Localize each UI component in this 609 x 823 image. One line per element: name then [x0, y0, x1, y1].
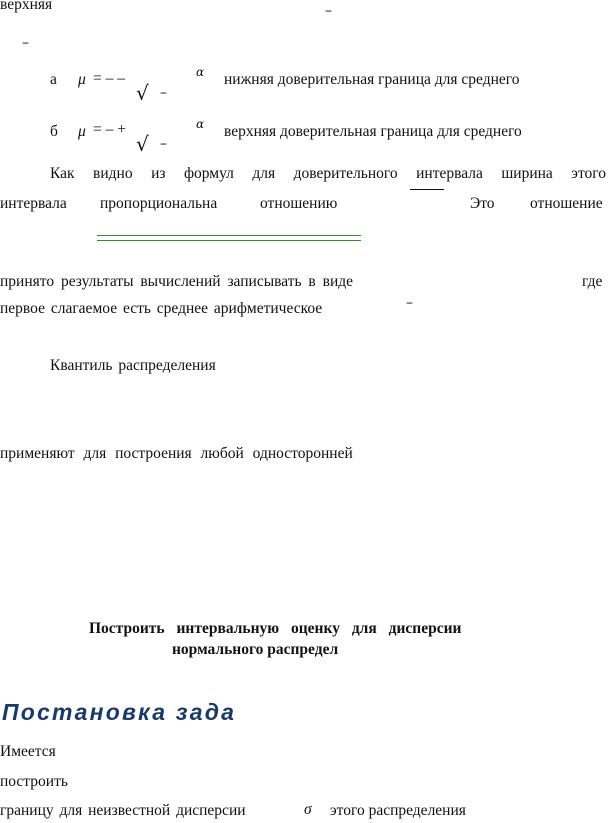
sqrt-symbol: √ [136, 132, 149, 156]
sqrt-symbol: √ [136, 81, 149, 105]
para1-line1-word: формул [183, 165, 234, 182]
para1-line1-word: видно [93, 165, 133, 182]
formula-text: верхняя доверительная граница для среднего [224, 123, 522, 140]
alpha-symbol: α [196, 65, 205, 79]
quantile-text: Квантиль распределения [50, 357, 216, 374]
para1-word: интервала [0, 195, 67, 212]
body-line1: Имеется [0, 743, 56, 760]
para1-line1-word: интервала [416, 165, 483, 182]
para1-word: Это [470, 195, 495, 212]
para1-line1-word: ширина [501, 165, 553, 182]
formula-lhs: μ [78, 71, 86, 88]
para1-line1-word: для [252, 165, 276, 182]
para1-line1-word: этого [571, 165, 606, 182]
bar-mark: – [325, 3, 332, 19]
para1-word: отношение [530, 195, 603, 212]
formula-ops: = – – [93, 70, 125, 87]
body-line2: построить [0, 773, 68, 790]
formula-label: б [50, 123, 58, 140]
formula-ops: = – + [93, 121, 126, 138]
para1-word: пропорциональна [100, 195, 218, 212]
para2-line1: принято результаты вычислений записывать в виде [0, 273, 354, 290]
section-heading: Постановка зада [2, 699, 237, 725]
para1-line1-word: из [151, 165, 166, 182]
minus-sign: – [160, 136, 167, 152]
bar-mark: – [406, 295, 413, 311]
task-line1: Построить интервальную оценку для дисперсии [89, 620, 462, 637]
task-line2: нормального распредел [172, 641, 339, 658]
para1-word: отношению [260, 195, 338, 212]
para1-line1 [50, 166, 606, 182]
apply-text: применяют для построения любой односторонней [0, 445, 353, 462]
para2-line1-end: где [582, 273, 603, 290]
formula-text: нижняя доверительная граница для среднего [224, 71, 520, 88]
sigma-symbol: σ [304, 801, 312, 818]
alpha-symbol: α [196, 117, 205, 131]
body-line3-end: этого распределения [330, 802, 466, 819]
formula-lhs: μ [78, 123, 86, 140]
overline-mark [410, 189, 444, 190]
top-word: верхняя [0, 0, 53, 13]
para2-line2: первое слагаемое есть среднее арифметическое [0, 300, 323, 317]
formula-label: а [50, 71, 57, 88]
para1-line1-word: доверительного [293, 165, 398, 182]
bar-mark: – [22, 35, 29, 51]
para1-line1-word: Как [50, 165, 75, 182]
minus-sign: – [160, 85, 167, 101]
double-rule [97, 235, 361, 241]
body-line3: границу для неизвестной дисперсии [0, 802, 246, 819]
